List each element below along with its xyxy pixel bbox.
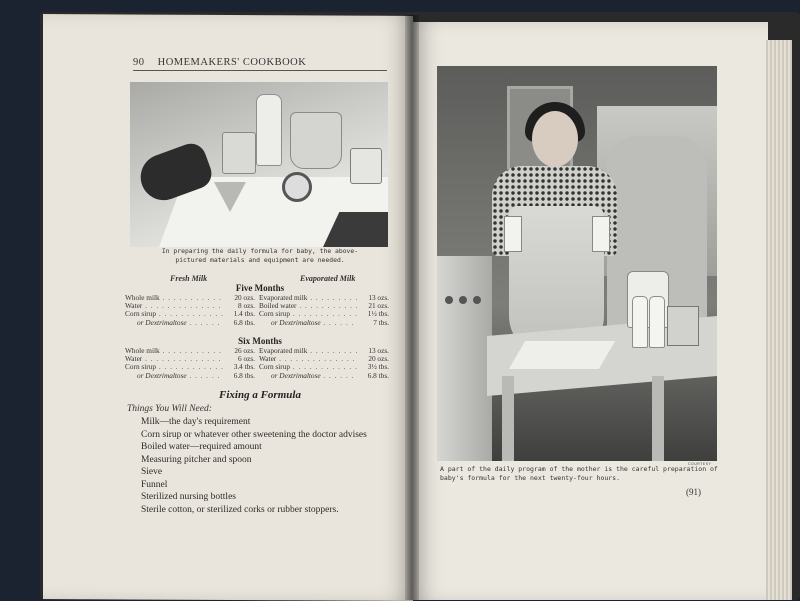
equipment-photo-caption: In preparing the daily formula for baby, the above-pictured materials and equipment are needed. [161,247,359,264]
list-item: Sieve [141,467,163,477]
ingredient-name: Corn sirup . . . [125,310,223,318]
ingredient-qty: 13 ozs. [368,293,389,302]
table-row [125,294,393,302]
ingredient-qty: 7 tbs. [373,317,389,327]
page-number-right: (91) [686,487,701,497]
six-months-table [125,347,393,380]
ingredient-qty: 6.8 tbs. [367,370,389,380]
table-row [125,347,393,355]
list-item: Sterilized nursing bottles [141,492,236,502]
ingredient-name: or Dextrimaltose . . . [125,372,223,380]
mother-kitchen-photo [437,66,717,461]
list-item: Sterile cotton, or sterilized corks or rubber stoppers. [141,504,339,515]
fresh-milk-heading: Fresh Milk [170,274,208,283]
book-gutter [405,15,419,600]
ingredient-qty: 1½ tbs. [367,309,389,319]
list-item: Boiled water—required amount [141,442,262,452]
ingredient-name: Corn sirup . . . [125,363,223,371]
ingredient-qty: 21 ozs. [368,301,389,311]
section-title: Fixing a Formula [219,389,301,401]
list-item: Corn sirup or whatever other sweetening the doctor advises [141,429,367,440]
ingredient-name: Evaporated milk . . . [259,294,357,302]
things-label: Things You Will Need: [127,404,212,414]
ingredient-name: Whole milk . . . [125,347,223,355]
ingredient-name: or Dextrimaltose . . . [125,319,223,327]
ingredient-qty: 6.8 tbs. [233,370,255,380]
evaporated-milk-heading: Evaporated Milk [300,274,356,283]
ingredient-qty: 6.8 tbs. [233,317,255,327]
ingredient-qty: 1.4 tbs. [233,309,255,319]
list-item: Milk—the day's requirement [141,417,251,427]
ingredient-name: Water . . . [125,302,223,310]
five-months-table [125,294,393,327]
list-item: Measuring pitcher and spoon [141,454,252,465]
table-row [125,355,393,363]
table-row [125,319,393,327]
six-months-heading: Six Months [238,336,282,346]
table-row [125,302,393,310]
table-row [125,363,393,371]
ingredient-name: Water . . . [259,355,357,363]
page-number-left: 90 [133,57,145,68]
table-row [125,310,393,318]
ingredient-name: Whole milk . . . [125,294,223,302]
mother-photo-caption: A part of the daily program of the mother is the careful preparation of baby's formula for the next twenty-four hours. [440,465,718,482]
ingredient-name: Corn sirup . . . [259,310,357,318]
ingredient-qty: 6 ozs. [237,354,255,364]
table-row [125,372,393,380]
photo-credit: COURTESY [688,462,712,466]
ingredient-name: Boiled water . . . [259,302,357,310]
ingredient-qty: 20 ozs. [234,293,255,302]
ingredient-qty: 20 ozs. [368,354,389,364]
running-head [133,57,387,71]
ingredient-name: or Dextrimaltose . . . [259,372,357,380]
book-title: HOMEMAKERS' COOKBOOK [157,57,307,68]
ingredient-name: Corn sirup . . . [259,363,357,371]
list-item: Funnel [141,479,168,490]
ingredient-qty: 26 ozs. [234,346,255,355]
things-list [141,416,367,516]
ingredient-qty: 8 ozs. [237,301,255,311]
equipment-photo [130,82,388,247]
five-months-heading: Five Months [235,283,285,293]
ingredient-qty: 3.4 tbs. [233,362,255,372]
ingredient-name: Water . . . [125,355,223,363]
ingredient-name: Evaporated milk . . . [259,347,357,355]
ingredient-qty: 3½ tbs. [367,362,389,372]
ingredient-name: or Dextrimaltose . . . [259,319,357,327]
page-edges [766,40,792,600]
ingredient-qty: 13 ozs. [368,346,389,355]
